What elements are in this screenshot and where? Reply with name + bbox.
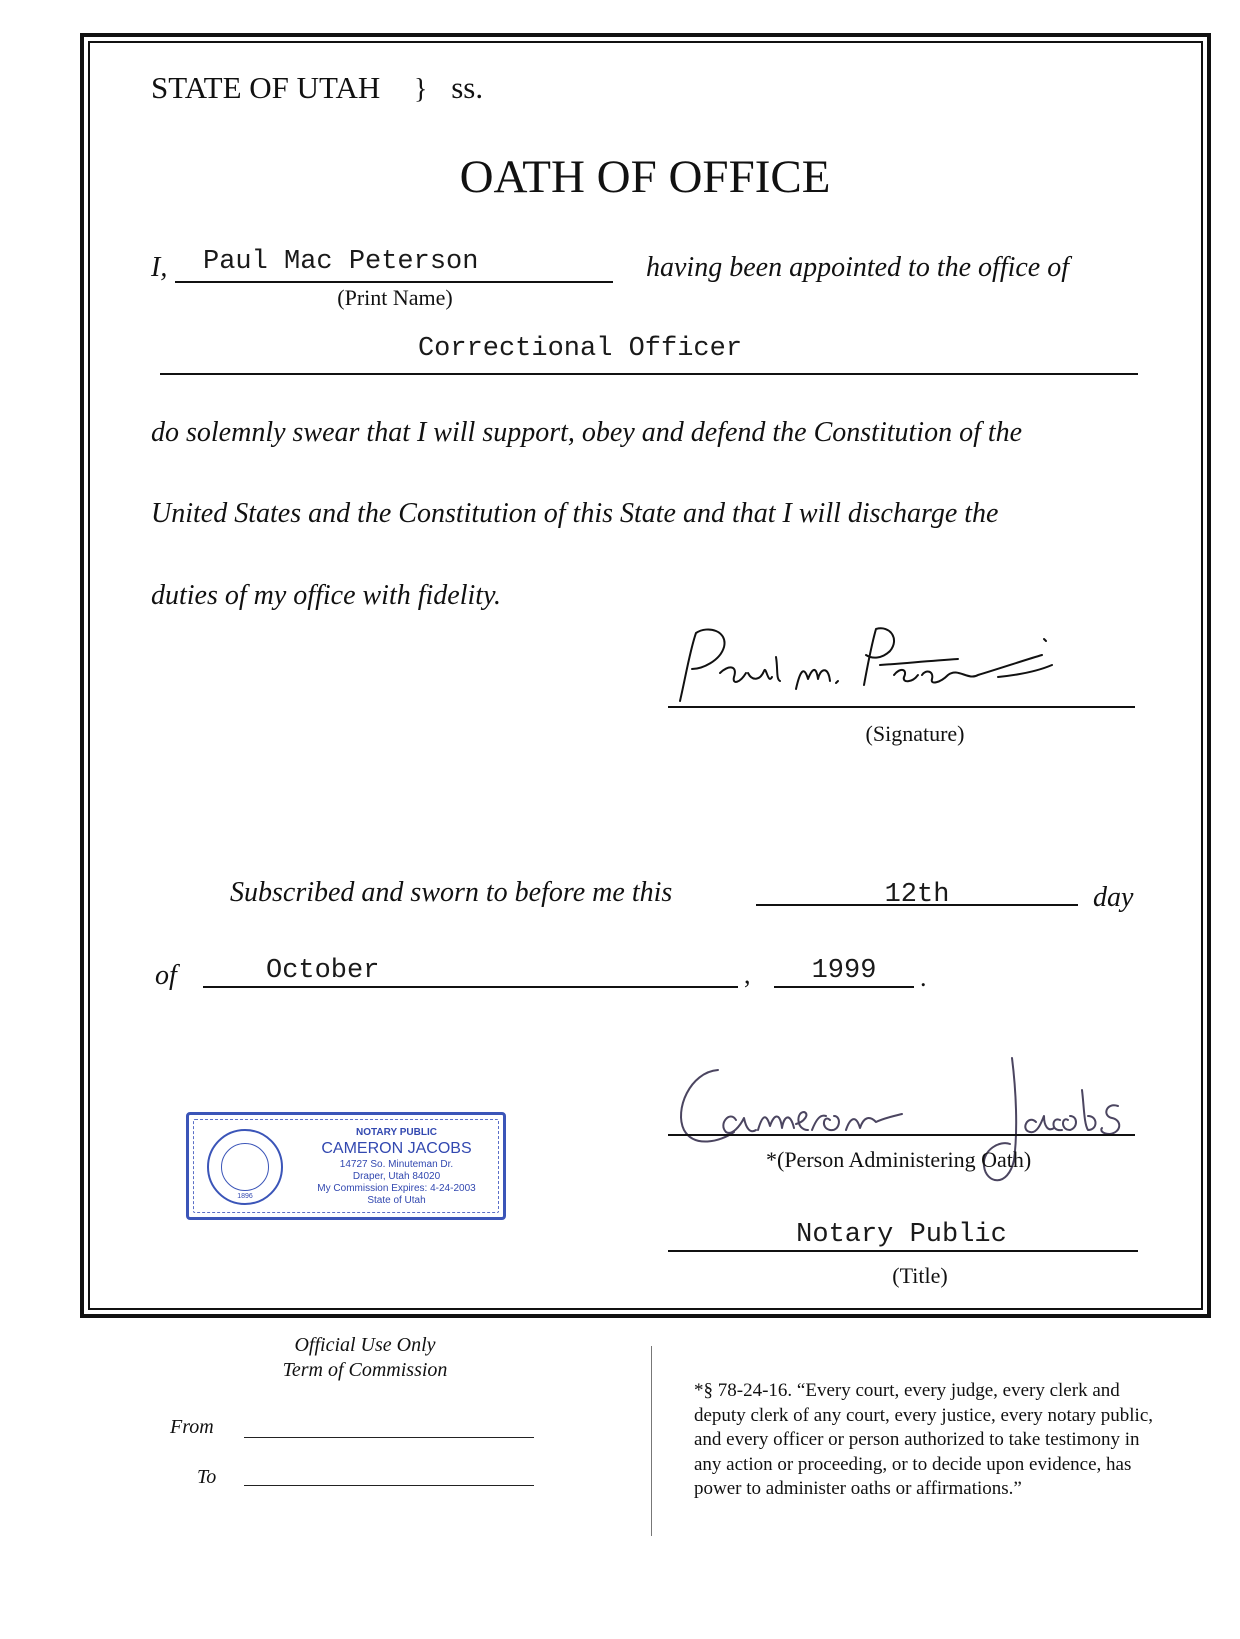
stamp-line6: State of Utah	[367, 1195, 426, 1206]
to-line[interactable]	[244, 1485, 534, 1486]
year-period: .	[920, 963, 927, 992]
print-name-value[interactable]: Paul Mac Peterson	[203, 247, 479, 277]
footer-divider	[651, 1346, 652, 1536]
handwritten-signature-jacobs	[670, 1050, 1190, 1200]
notary-stamp	[186, 1112, 506, 1220]
ss-label: ss.	[451, 70, 484, 105]
from-line[interactable]	[244, 1437, 534, 1438]
signature-label: (Signature)	[865, 721, 965, 746]
from-label: From	[170, 1416, 214, 1438]
stamp-line3: 14727 So. Minuteman Dr.	[339, 1159, 454, 1170]
office-line	[160, 373, 1138, 375]
state-name: STATE OF UTAH	[151, 70, 381, 105]
oath-body-line3: duties of my office with fidelity.	[151, 580, 501, 611]
year-line	[774, 986, 914, 988]
day-value[interactable]: 12th	[884, 880, 950, 910]
day-word: day	[1093, 882, 1134, 913]
office-value[interactable]: Correctional Officer	[417, 334, 743, 364]
oath-prefix: I,	[151, 252, 168, 283]
administering-label: *(Person Administering Oath)	[766, 1147, 1032, 1172]
signature-line	[668, 706, 1135, 708]
print-name-line	[175, 281, 613, 283]
page-title: OATH OF OFFICE	[459, 151, 831, 203]
statute-line1: *§ 78-24-16. “Every court, every judge, every clerk and	[694, 1380, 1120, 1401]
title-line	[668, 1250, 1138, 1252]
year-value[interactable]: 1999	[811, 956, 877, 986]
brace: }	[414, 74, 428, 105]
title-label: (Title)	[892, 1263, 948, 1288]
oath-body-line1: do solemnly swear that I will support, obey and defend the Constitution of the	[151, 417, 1023, 448]
handwritten-signature-peterson	[668, 625, 1088, 705]
to-label: To	[197, 1466, 217, 1488]
statute-text	[694, 1379, 1214, 1502]
day-line	[756, 904, 1078, 906]
state-seal-icon	[207, 1129, 283, 1205]
stamp-line4: Draper, Utah 84020	[352, 1171, 441, 1182]
of-word: of	[155, 960, 177, 991]
administering-line	[668, 1134, 1135, 1136]
oath-body-line2: United States and the Constitution of this State and that I will discharge the	[151, 498, 999, 529]
seal-year: 1896	[237, 1193, 253, 1200]
term-of-commission-heading: Term of Commission	[282, 1359, 448, 1381]
stamp-line5: My Commission Expires: 4-24-2003	[317, 1183, 476, 1194]
statute-line2: deputy clerk of any court, every justice, every notary public,	[694, 1404, 1153, 1426]
statute-line5: power to administer oaths or affirmations.”	[694, 1478, 1022, 1499]
sworn-text: Subscribed and sworn to before me this	[230, 877, 673, 908]
month-value[interactable]: October	[266, 956, 380, 986]
print-name-label: (Print Name)	[337, 285, 453, 310]
appointed-text: having been appointed to the office of	[646, 252, 1070, 283]
month-line	[203, 986, 738, 988]
month-comma: ,	[744, 960, 751, 989]
stamp-line2: CAMERON JACOBS	[321, 1140, 472, 1157]
statute-line3: and every officer or person authorized to take testimony in	[694, 1429, 1140, 1450]
statute-line4: any action or proceeding, or to decide upon evidence, has	[694, 1453, 1132, 1475]
state-header	[151, 70, 483, 106]
official-use-heading: Official Use Only	[294, 1334, 436, 1356]
title-value[interactable]: Notary Public	[796, 1220, 1007, 1250]
stamp-line1: NOTARY PUBLIC	[356, 1127, 437, 1138]
